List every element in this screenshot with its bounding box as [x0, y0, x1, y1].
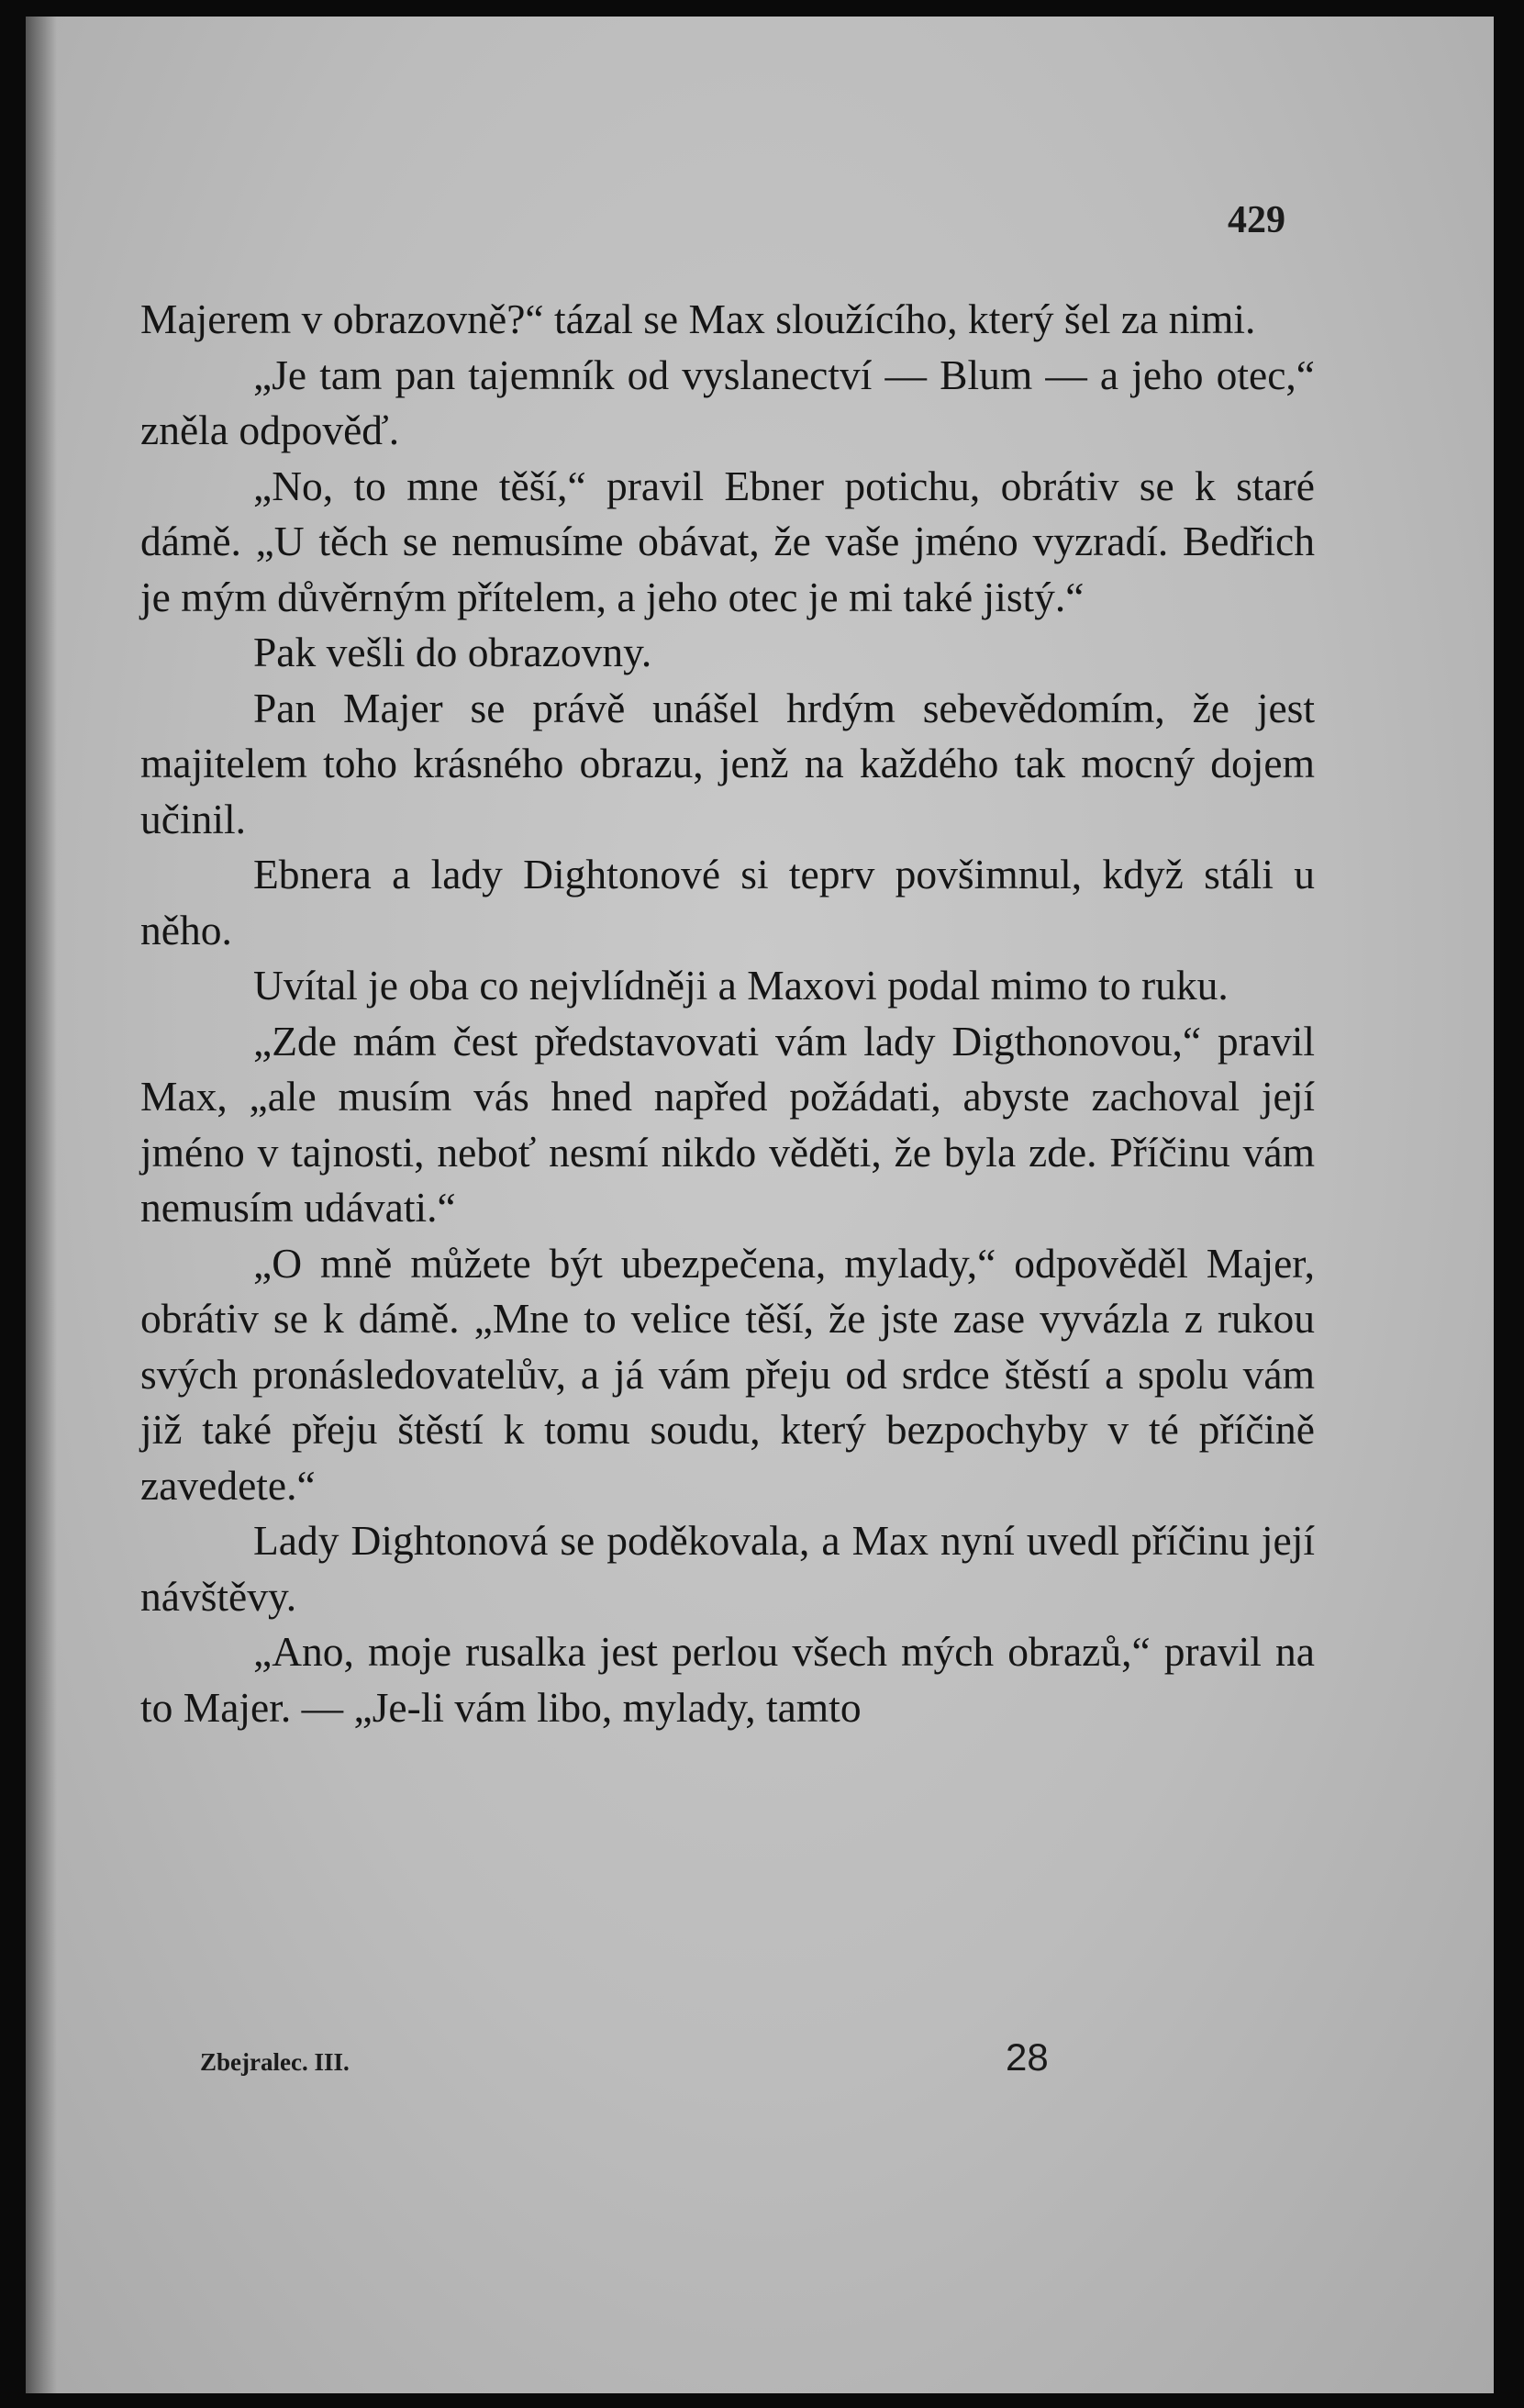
paragraph: Lady Dightonová se poděkovala, a Max nyní uvedl příčinu její návštěvy. [140, 1517, 1315, 1620]
book-page [26, 17, 1494, 2393]
paragraph: Uvítal je oba co nejvlídněji a Maxovi podal mimo to ruku. [253, 962, 1229, 1009]
paragraph: „Zde mám čest představovati vám lady Digthonovou,“ pravil Max, „ale musím vás hned napřed požádati, abyste zachoval její jméno v tajnosti, neboť nesmí nikdo věděti, že byla zde. Příčinu vám nemusím udávati.“ [140, 1017, 1315, 1231]
paragraph: „O mně můžete být ubezpečena, mylady,“ odpověděl Majer, obrátiv se k dámě. „Mne to velice těší, že jste zase vyvázla z rukou svých pronásledovatelův, a já vám přeju od srdce štěstí a spolu vám již také přeju štěstí k tomu soudu, který bezpochyby v té příčině zavedete.“ [140, 1239, 1315, 1509]
paragraph: „No, to mne těší,“ pravil Ebner potichu, obrátiv se k staré dámě. „U těch se nemusíme obávat, že vaše jméno vyzradí. Bedřich je mým důvěrným přítelem, a jeho otec je mi také jistý.“ [140, 462, 1315, 620]
page-number: 429 [1228, 199, 1285, 241]
body-text [140, 292, 1315, 1735]
paragraph: „Ano, moje rusalka jest perlou všech mých obrazů,“ pravil na to Majer. — „Je-li vám libo, mylady, tamto [140, 1628, 1315, 1731]
page-footer [26, 2035, 1494, 2090]
paragraph: Majerem v obrazovně?“ tázal se Max sloužícího, který šel za nimi. [140, 295, 1256, 342]
paragraph: Ebnera a lady Dightonové si teprv povšimnul, když stáli u něho. [140, 851, 1315, 953]
sheet-number: 28 [1006, 2035, 1049, 2079]
signature-mark: Zbejralec. III. [200, 2048, 350, 2076]
paragraph: Pak vešli do obrazovny. [253, 629, 652, 675]
paragraph: „Je tam pan tajemník od vyslanectví — Blum — a jeho otec,“ zněla odpověď. [140, 351, 1315, 453]
paragraph: Pan Majer se právě unášel hrdým sebevědomím, že jest majitelem toho krásného obrazu, jenž na každého tak mocný dojem učinil. [140, 684, 1315, 842]
